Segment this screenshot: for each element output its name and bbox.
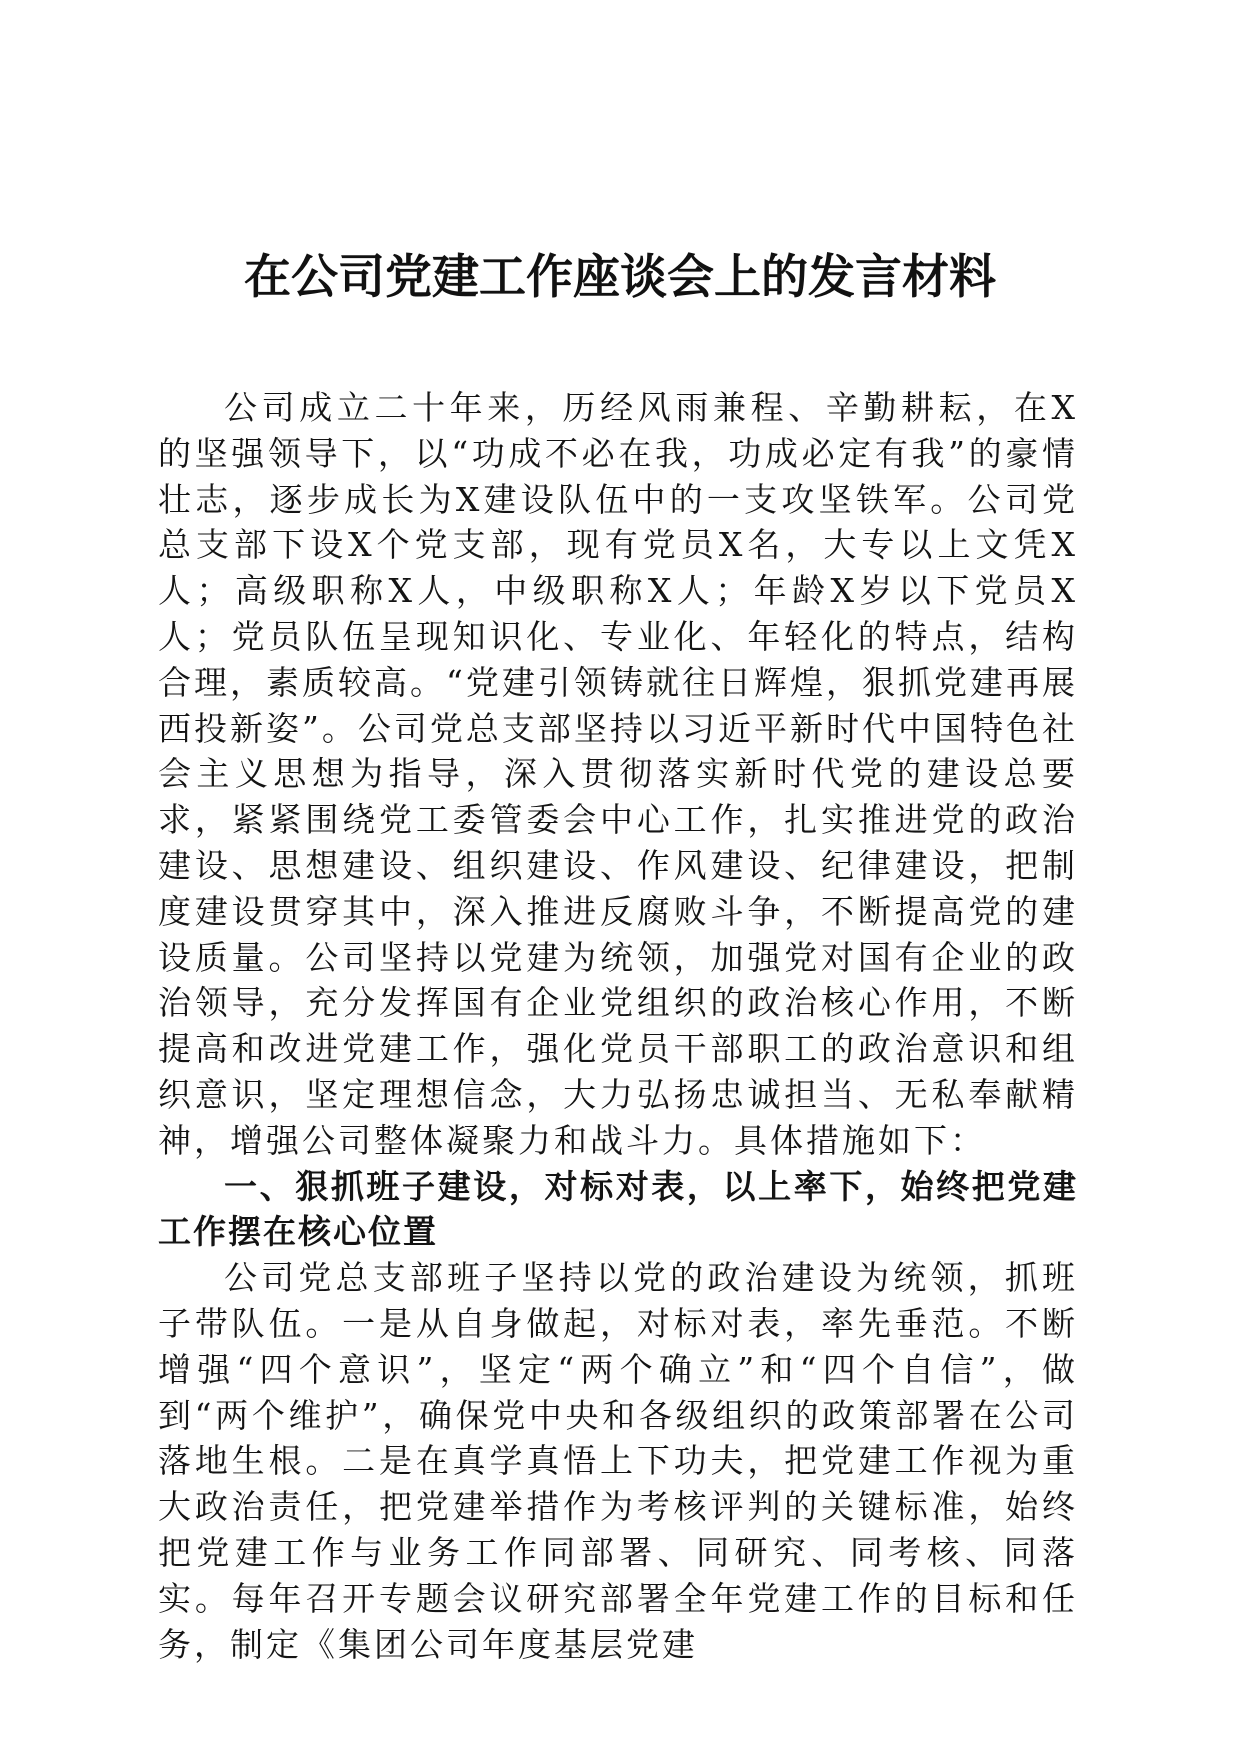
- section-heading-1: 一、狠抓班子建设，对标对表，以上率下，始终把党建工作摆在核心位置: [158, 1166, 1078, 1252]
- intro-paragraph: 公司成立二十年来，历经风雨兼程、辛勤耕耘，在X的坚强领导下，以“功成不必在我，功成必定有我”的豪情壮志，逐步成长为X建设队伍中的一支攻坚铁军。公司党总支部下设X个党支部，现有党员X名，大专以上文凭X人；高级职称X人，中级职称X人；年龄X岁以下党员X人；党员队伍呈现知识化、专业化、年轻化的特点，结构合理，素质较高。“党建引领铸就往日辉煌，狠抓党建再展西投新姿”。公司党总支部坚持以习近平新时代中国特色社会主义思想为指导，深入贯彻落实新时代党的建设总要求，紧紧围绕党工委管委会中心工作，扎实推进党的政治建设、思想建设、组织建设、作风建设、纪律建设，把制度建设贯穿其中，深入推进反腐败斗争，不断提高党的建设质量。公司坚持以党建为统领，加强党对国有企业的政治领导，充分发挥国有企业党组织的政治核心作用，不断提高和改进党建工作，强化党员干部职工的政治意识和组织意识，坚定理想信念，大力弘扬忠诚担当、无私奉献精神，增强公司整体凝聚力和战斗力。具体措施如下：: [158, 388, 1078, 1160]
- section-1-paragraph: 公司党总支部班子坚持以党的政治建设为统领，抓班子带队伍。一是从自身做起，对标对表，率先垂范。不断增强“四个意识”，坚定“两个确立”和“四个自信”，做到“两个维护”，确保党中央和各级组织的政策部署在公司落地生根。二是在真学真悟上下功夫，把党建工作视为重大政治责任，把党建举措作为考核评判的关键标准，始终把党建工作与业务工作同部署、同研究、同考核、同落实。每年召开专题会议研究部署全年党建工作的目标和任务，制定《集团公司年度基层党建: [158, 1258, 1078, 1664]
- document-title: 在公司党建工作座谈会上的发言材料: [244, 250, 996, 305]
- document-body: [158, 385, 1078, 1667]
